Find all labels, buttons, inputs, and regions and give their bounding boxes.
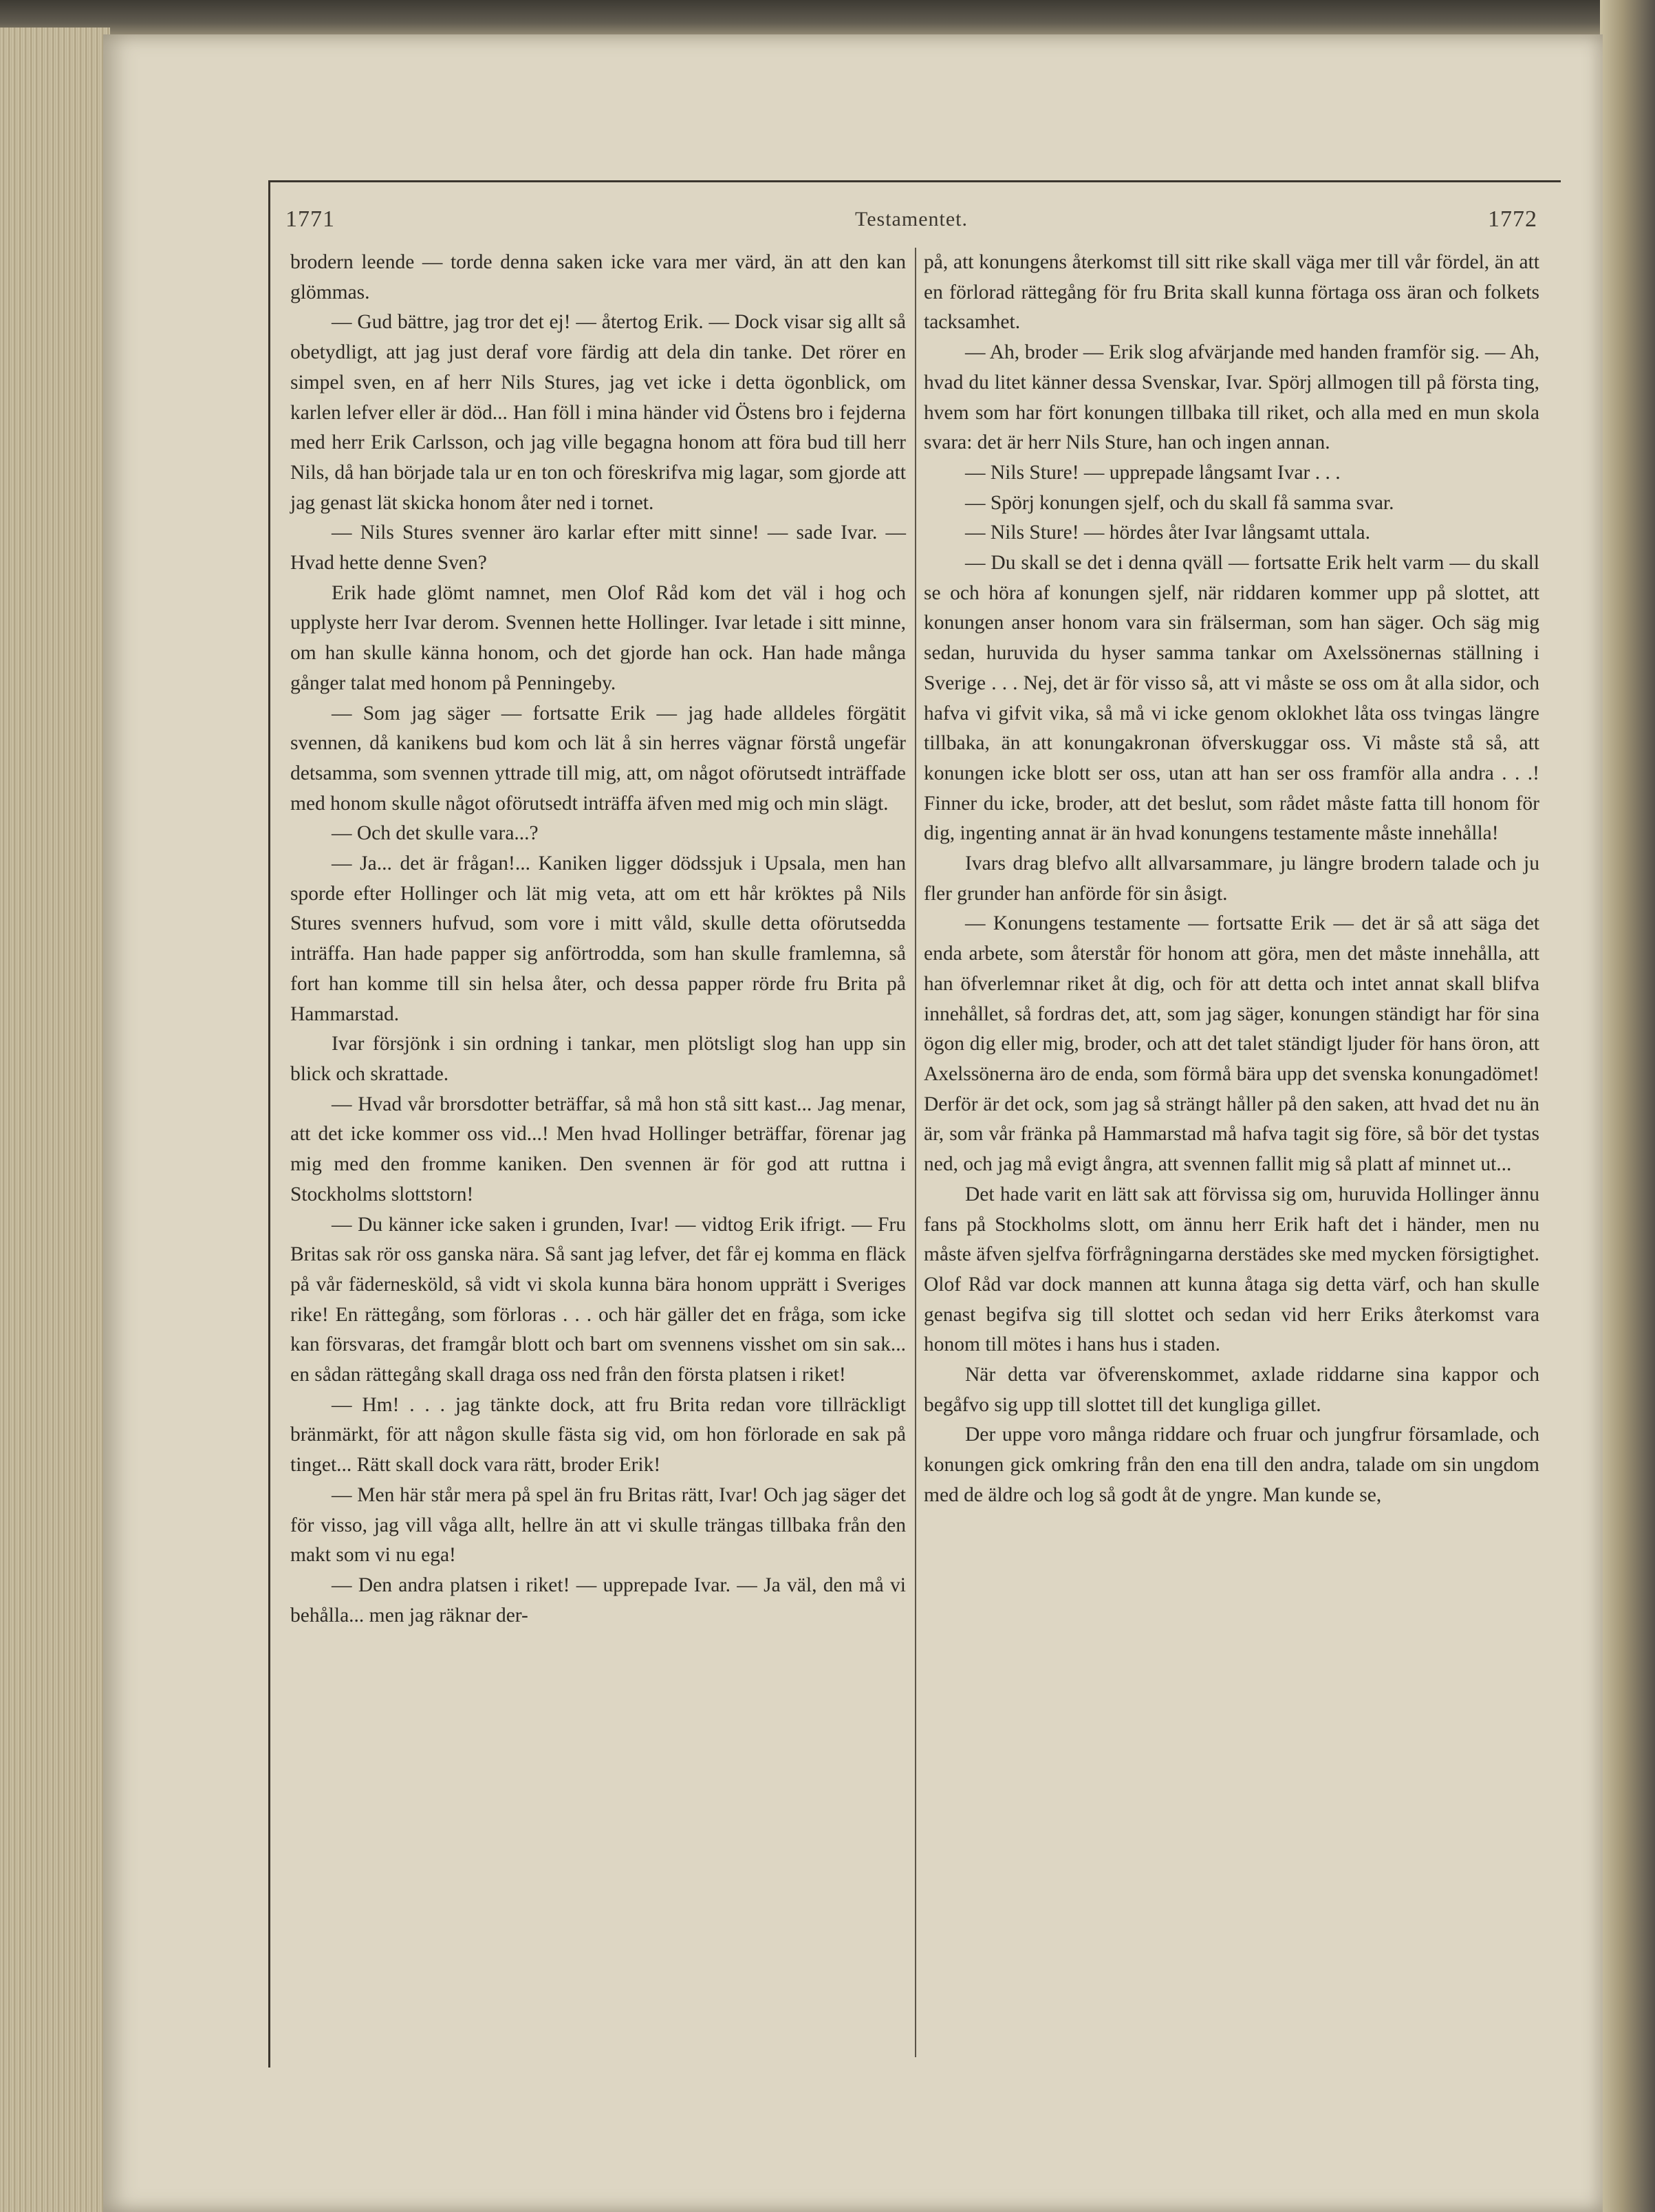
paragraph: — Ah, broder — Erik slog afvärjande med handen framför sig. — Ah, hvad du litet känner dessa Svenskar, Ivar. Spörj allmogen till på första ting, hvem som har fört konungen tillbaka till riket, och alla med en mun skola svara: det är herr Nils Sture, han och ingen annan. xyxy=(924,341,1539,454)
paragraph: — Nils Stures svenner äro karlar efter mitt sinne! — sade Ivar. — Hvad hette denne Sven? xyxy=(290,522,906,575)
paragraph: — Du skall se det i denna qväll — fortsatte Erik helt varm — du skall se och höra af konungen sjelf, när riddaren kommer upp på slottet, att konungen anser honom vara sin frälserman, som han säger. Och säg mig sedan, huruvida du hyser samma tankar om Axelssönernas ställning i Sverige . . . Nej, det är för visso så, att vi måste se oss om åt alla sidor, och hafva vi gifvit vika, så må vi icke genom oklokhet låta oss tvingas längre tillbaka, än att konungakronan öfverskuggar oss. Vi måste stå så, att konungen icke blott ser oss, utan att han ser oss framför alla andra . . .! Finner du icke, broder, att det beslut, som rådet måste fatta till honom för dig, ingenting annat är än hvad konungens testamente måste innehålla! xyxy=(924,552,1539,845)
paragraph: — Konungens testamente — fortsatte Erik — det är så att säga det enda arbete, som återstår för honom att göra, men det måste innehålla, att han öfverlemnar riket åt dig, och för att detta och intet annat skall blifva innehållet, så fordras det, att, som jag säger, konungen ständigt har för sina ögon dig eller mig, broder, och att det talet ständigt ljuder för hans öron, att Axelssönerna äro de enda, som förmå bära upp det svenska konungadömet! Derför är det ock, som jag så strängt håller på den saken, att hvad det nu än är, som vår fränka på Hammarstad må hafva tagit sig före, så bör det tystas ned, och jag må evigt ångra, att svennen fallit mig så platt af minnet ut... xyxy=(924,912,1539,1176)
left-text-column xyxy=(290,248,906,1631)
paragraph: på, att konungens återkomst till sitt rike skall väga mer till vår fördel, än att en förlorad rättegång för fru Brita skall kunna förtaga oss äran och folkets tacksamhet. xyxy=(924,251,1539,334)
paragraph: — Ja... det är frågan!... Kaniken ligger dödssjuk i Upsala, men han sporde efter Hollinger och lät mig veta, att om ett hår kröktes på Nils Stures svenners hufvud, som vore i mitt våld, skulle detta oförutsedda inträffa. Han hade papper sig anförtrodda, som han skulle framlemna, så fort han komme till sin helsa åter, och dessa papper rörde fru Brita på Hammarstad. xyxy=(290,852,906,1025)
paragraph: — Hvad vår brorsdotter beträffar, så må hon stå sitt kast... Jag menar, att det icke kommer oss vid...! Men hvad Hollinger beträffar, förenar jag mig med den fromme kaniken. Den svennen är för god att ruttna i Stockholms slottstorn! xyxy=(290,1093,906,1205)
paragraph: — Som jag säger — fortsatte Erik — jag hade alldeles förgätit svennen, då kanikens bud kom och lät å sin herres vägnar förstå ungefär detsamma, som svennen yttrade till mig, att, om något oförutsedt inträffade med honom skulle något oförutsedt inträffa äfven med mig och min slägt. xyxy=(290,702,906,815)
paragraph: — Men här står mera på spel än fru Britas rätt, Ivar! Och jag säger det för visso, jag vill våga allt, hellre än att vi skulle trängas tillbaka från den makt som vi nu ega! xyxy=(290,1483,906,1567)
paragraph: Der uppe voro många riddare och fruar och jungfrur församlade, och konungen gick omkring från den ena till den andra, talade om sin ungdom med de äldre och log så godt åt de yngre. Man kunde se, xyxy=(924,1424,1539,1506)
running-title: Testamentet. xyxy=(854,208,968,230)
column-divider xyxy=(915,248,916,2057)
book-right-edge xyxy=(1600,0,1655,2212)
paragraph: Ivars drag blefvo allt allvarsammare, ju längre brodern talade och ju fler grunder han anförde för sin åsigt. xyxy=(924,852,1539,905)
paragraph: — Och det skulle vara...? xyxy=(332,822,539,845)
paragraph: Ivar försjönk i sin ordning i tankar, men plötsligt slog han upp sin blick och skrattade. xyxy=(290,1033,906,1085)
paragraph: — Den andra platsen i riket! — upprepade Ivar. — Ja väl, den må vi behålla... men jag räknar der- xyxy=(290,1574,906,1626)
paragraph: Det hade varit en lätt sak att förvissa sig om, huruvida Hollinger ännu fans på Stockholms slott, om ännu herr Erik haft det i händer, men nu måste äfven sjelfva förfrågningarna derstädes ske med mycken försigtighet. Olof Råd var dock mannen att kunna åtaga sig detta värf, och han skulle genast begifva sig till slottet och sedan vid herr Eriks återkomst vara honom till mötes i hans hus i staden. xyxy=(924,1183,1539,1356)
paragraph: — Spörj konungen sjelf, och du skall få samma svar. xyxy=(965,491,1394,514)
paragraph: — Du känner icke saken i grunden, Ivar! — vidtog Erik ifrigt. — Fru Britas sak rör oss ganska nära. Så sant jag lefver, det får ej komma en fläck på vår fädernesköld, så vidt vi skola kunna bära honom upprätt i Sveriges rike! En rättegång, som förloras . . . och här gäller det en fråga, som icke kan försvaras, det framgår blott och bart om svennens visshet om sin sak... en sådan rättegång skall draga oss ned från den första platsen i riket! xyxy=(290,1213,906,1386)
paragraph: — Nils Sture! — upprepade långsamt Ivar . . . xyxy=(965,461,1341,484)
left-page-number: 1771 xyxy=(285,206,335,232)
paragraph: — Nils Sture! — hördes åter Ivar långsamt uttala. xyxy=(965,522,1371,544)
right-text-column xyxy=(924,248,1539,1511)
paragraph: brodern leende — torde denna saken icke vara mer värd, än att den kan glömmas. xyxy=(290,251,906,303)
right-page-number: 1772 xyxy=(1488,206,1537,232)
paragraph: — Gud bättre, jag tror det ej! — återtog Erik. — Dock visar sig allt så obetydligt, att jag just deraf vore färdig att dela din tanke. Det rörer en simpel sven, en af herr Nils Stures, jag vet icke i detta ögonblick, om karlen lefver eller är död... Han föll i mina händer vid Östens bro i fejderna med herr Erik Carlsson, och jag ville begagna honom att föra bud till herr Nils, då han började tala ur en ton och föreskrifva mig lagar, som gjorde att jag genast lät skicka honom åter ned i tornet. xyxy=(290,311,906,514)
book-top-edge xyxy=(0,0,1655,38)
book-page-stack-edge xyxy=(0,28,110,2212)
paragraph: — Hm! . . . jag tänkte dock, att fru Brita redan vore tillräckligt bränmärkt, för att någon skulle fästa sig vid, om hon förlorade en sak på tinget... Rätt skall dock vara rätt, broder Erik! xyxy=(290,1393,906,1477)
paragraph: Erik hade glömt namnet, men Olof Råd kom det väl i hog och upplyste herr Ivar derom. Svennen hette Hollinger. Ivar letade i sitt minne, om han skulle känna honom, och det gjorde han ock. Han hade många gånger talat med honom på Penningeby. xyxy=(290,581,906,694)
paragraph: När detta var öfverenskommet, axlade riddarne sina kappor och begåfvo sig upp till slottet till det kungliga gillet. xyxy=(924,1364,1539,1416)
page-header xyxy=(285,206,1537,241)
